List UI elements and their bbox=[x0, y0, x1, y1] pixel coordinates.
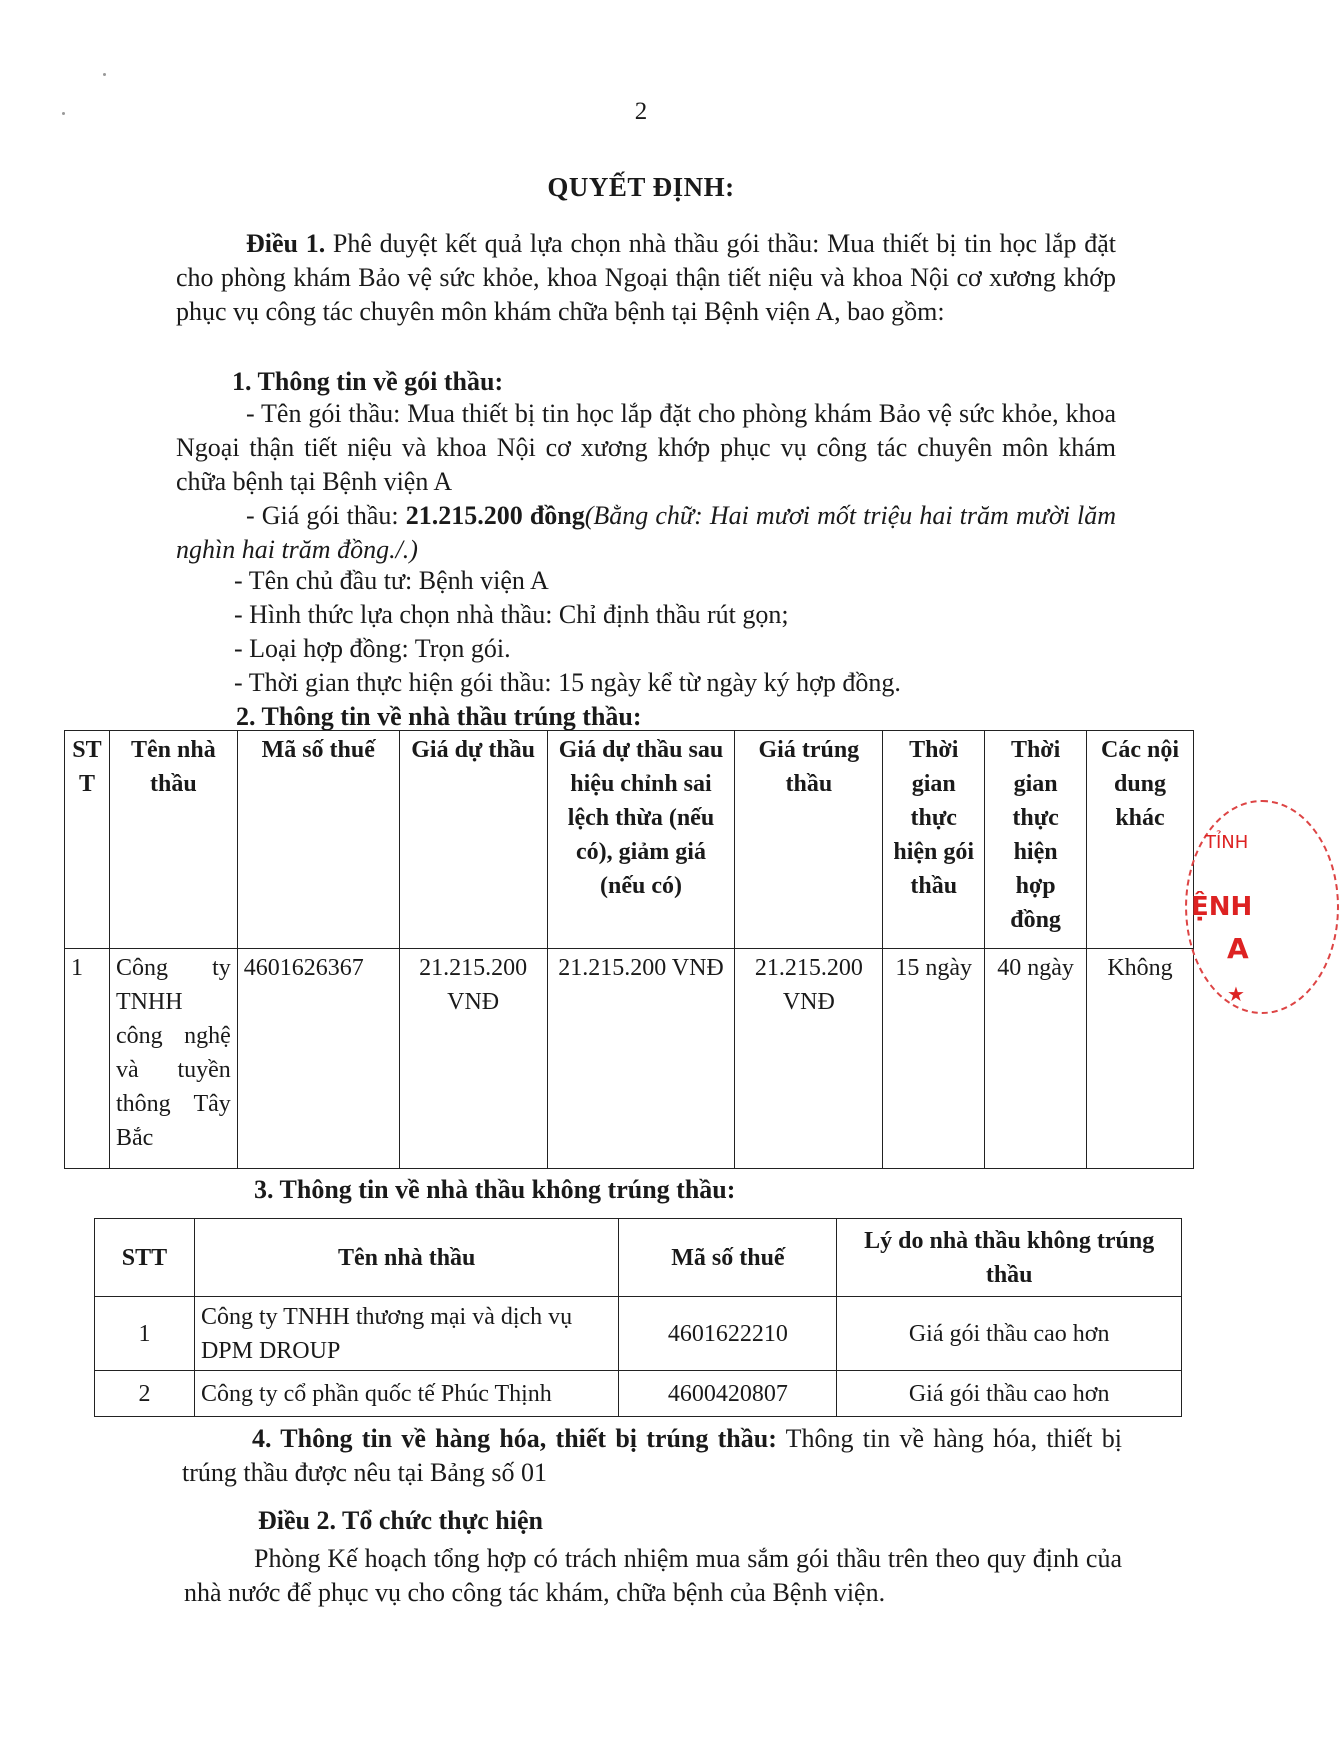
section-1-heading: 1. Thông tin về gói thầu: bbox=[232, 367, 504, 396]
stamp-text-1: TỈNH bbox=[1205, 832, 1249, 853]
section-2-heading: 2. Thông tin về nhà thầu trúng thầu: bbox=[236, 702, 642, 731]
package-price-value: 21.215.200 đồng bbox=[405, 501, 585, 530]
row-adjusted-price: 21.215.200 VNĐ bbox=[547, 949, 735, 1169]
row-package-time: 15 ngày bbox=[883, 949, 985, 1169]
article-2-heading: Điều 2. Tổ chức thực hiện bbox=[258, 1506, 543, 1535]
article-1-paragraph bbox=[176, 227, 1116, 329]
winning-contractor-table bbox=[64, 730, 1194, 1169]
selection-method-item: - Hình thức lựa chọn nhà thầu: Chỉ định thầu rút gọn; bbox=[234, 600, 789, 629]
header-other: Các nội dung khác bbox=[1087, 731, 1194, 949]
stamp-star-icon: ★ bbox=[1227, 982, 1245, 1006]
stamp-text-2: ỆNH bbox=[1191, 892, 1253, 922]
article-2-text: Phòng Kế hoạch tổng hợp có trách nhiệm mua sắm gói thầu trên theo quy định của nhà nước để phục vụ cho công tác khám, chữa bệnh của Bệnh viện. bbox=[184, 1544, 1122, 1607]
section-4-heading: 4. Thông tin về hàng hóa, thiết bị trúng thầu: bbox=[252, 1424, 777, 1453]
row-contractor-name: Công ty cổ phần quốc tế Phúc Thịnh bbox=[194, 1371, 619, 1417]
duration-item: - Thời gian thực hiện gói thầu: 15 ngày kể từ ngày ký hợp đồng. bbox=[234, 668, 901, 697]
header-stt: STT bbox=[65, 731, 110, 949]
row-tax-code: 4601626367 bbox=[237, 949, 399, 1169]
row-contract-time: 40 ngày bbox=[985, 949, 1087, 1169]
contract-type-item: - Loại hợp đồng: Trọn gói. bbox=[234, 634, 511, 663]
row-tax-code: 4601622210 bbox=[619, 1297, 837, 1371]
header-bid-price: Giá dự thầu bbox=[399, 731, 547, 949]
article-1-text: Phê duyệt kết quả lựa chọn nhà thầu gói thầu: Mua thiết bị tin học lắp đặt cho phòng khám Bảo vệ sức khỏe, khoa Ngoại thận tiết niệu và khoa Nội cơ xương khớp phục vụ công tác chuyên môn khám chữa bệnh tại Bệnh viện A, bao gồm: bbox=[176, 229, 1116, 326]
row-bid-price: 21.215.200 VNĐ bbox=[399, 949, 547, 1169]
header-stt-2: STT bbox=[95, 1219, 195, 1297]
table-row bbox=[95, 1297, 1182, 1371]
section-4-paragraph bbox=[182, 1422, 1122, 1490]
header-contractor-name-2: Tên nhà thầu bbox=[194, 1219, 619, 1297]
row-stt: 1 bbox=[65, 949, 110, 1169]
header-contractor-name: Tên nhà thầu bbox=[109, 731, 237, 949]
row-reason: Giá gói thầu cao hơn bbox=[837, 1297, 1182, 1371]
winning-table-header-row bbox=[65, 731, 1194, 949]
row-contractor-name: Công ty TNHH thương mại và dịch vụ DPM DROUP bbox=[194, 1297, 619, 1371]
investor-item: - Tên chủ đầu tư: Bệnh viện A bbox=[234, 566, 549, 595]
header-tax-code-2: Mã số thuế bbox=[619, 1219, 837, 1297]
table-row bbox=[95, 1371, 1182, 1417]
losing-contractor-table bbox=[94, 1218, 1182, 1417]
header-tax-code: Mã số thuế bbox=[237, 731, 399, 949]
row-reason: Giá gói thầu cao hơn bbox=[837, 1371, 1182, 1417]
scan-speck bbox=[103, 73, 106, 76]
header-reason: Lý do nhà thầu không trúng thầu bbox=[837, 1219, 1182, 1297]
section-4-text: Thông tin về hàng hóa, thiết bị trúng thầu được nêu tại Bảng số 01 bbox=[182, 1424, 1122, 1487]
row-tax-code: 4600420807 bbox=[619, 1371, 837, 1417]
section-3-heading: 3. Thông tin về nhà thầu không trúng thầu: bbox=[254, 1175, 736, 1204]
row-other: Không bbox=[1087, 949, 1194, 1169]
package-price-label: - Giá gói thầu: bbox=[246, 501, 406, 530]
row-stt: 2 bbox=[95, 1371, 195, 1417]
header-package-time: Thời gian thực hiện gói thầu bbox=[883, 731, 985, 949]
stamp-text-3: A bbox=[1227, 932, 1249, 965]
row-award-price: 21.215.200 VNĐ bbox=[735, 949, 883, 1169]
page-number: 2 bbox=[634, 98, 648, 125]
row-stt: 1 bbox=[95, 1297, 195, 1371]
losing-table-header-row bbox=[95, 1219, 1182, 1297]
table-row bbox=[65, 949, 1194, 1169]
red-seal-stamp bbox=[1185, 800, 1339, 1014]
package-price-words: (Bằng chữ: Hai mươi mốt triệu hai trăm mười lăm nghìn hai trăm đồng./.) bbox=[176, 501, 1116, 564]
header-award-price: Giá trúng thầu bbox=[735, 731, 883, 949]
article-1-label: Điều 1. bbox=[246, 229, 326, 258]
page-title: QUYẾT ĐỊNH: bbox=[547, 172, 735, 202]
package-name-item: - Tên gói thầu: Mua thiết bị tin học lắp đặt cho phòng khám Bảo vệ sức khỏe, khoa Ngoại thận tiết niệu và khoa Nội cơ xương khớp phục vụ công tác chuyên môn khám chữa bệnh tại Bệnh viện A bbox=[176, 399, 1116, 496]
package-price-item bbox=[176, 499, 1116, 567]
row-contractor-name: Công ty TNHH công nghệ và tuyền thông Tây Bắc bbox=[109, 949, 237, 1169]
header-adjusted-price: Giá dự thầu sau hiệu chỉnh sai lệch thừa (nếu có), giảm giá (nếu có) bbox=[547, 731, 735, 949]
header-contract-time: Thời gian thực hiện hợp đồng bbox=[985, 731, 1087, 949]
